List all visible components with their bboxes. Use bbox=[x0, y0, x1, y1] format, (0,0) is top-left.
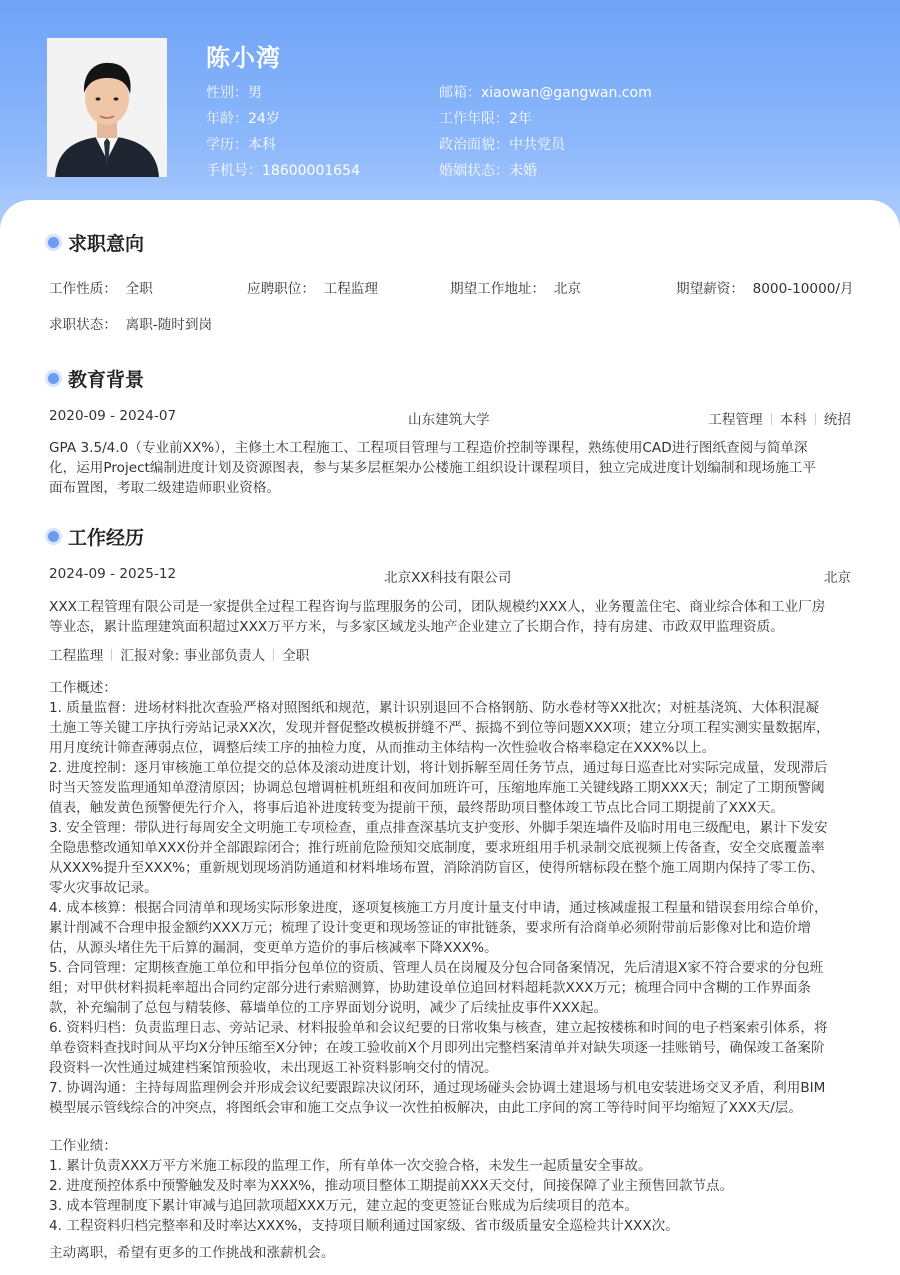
info-value: 男 bbox=[248, 85, 262, 101]
candidate-name: 陈小湾 bbox=[206, 44, 281, 72]
info-phone bbox=[206, 162, 360, 188]
info-gender bbox=[206, 84, 360, 110]
work-company: 北京XX科技有限公司 bbox=[384, 570, 512, 586]
bullet-dot-icon bbox=[48, 373, 59, 384]
info-label: 政治面貌： bbox=[439, 137, 509, 153]
info-value: xiaowan@gangwan.com bbox=[481, 85, 652, 101]
education-meta bbox=[708, 408, 851, 428]
field-label: 求职状态： bbox=[49, 317, 117, 333]
bullet-dot-icon bbox=[48, 237, 59, 248]
info-label: 学历： bbox=[206, 137, 248, 153]
field-value: 全职 bbox=[125, 281, 153, 297]
intent-location bbox=[450, 277, 581, 297]
work-job-type: 全职 bbox=[282, 648, 310, 664]
info-label: 性别： bbox=[206, 85, 248, 101]
intent-salary bbox=[676, 277, 854, 297]
education-period: 2020-09 - 2024-07 bbox=[49, 408, 177, 424]
company-intro: XXX工程管理有限公司是一家提供全过程工程咨询与监理服务的公司，团队规模约XXX人，业务覆盖住宅、商业综合体和工业厂房 等业态，累计监理建筑面积超过XXX万平方米，与多家区域龙头地产企业建立了长期合作，持有房建、市政双甲监理资质。 bbox=[49, 599, 826, 635]
info-email bbox=[439, 84, 652, 110]
intent-status bbox=[49, 313, 212, 333]
bullet-dot-icon bbox=[48, 531, 59, 542]
field-label: 工作性质： bbox=[49, 281, 117, 297]
work-report-to: 汇报对象: 事业部负责人 bbox=[120, 648, 266, 664]
work-role-line bbox=[49, 644, 309, 664]
section-title-text: 教育背景 bbox=[68, 368, 145, 391]
info-value: 18600001654 bbox=[262, 163, 360, 179]
section-title-education bbox=[48, 365, 144, 391]
section-title-text: 工作经历 bbox=[68, 526, 145, 549]
info-value: 未婚 bbox=[509, 163, 537, 179]
basic-info-right bbox=[439, 84, 652, 188]
portrait-image bbox=[47, 38, 167, 177]
work-achievements: 工作业绩： 1. 累计负责XXX万平方米施工标段的监理工作，所有单体一次交验合格，未发生一起质量安全事故。 2. 进度预控体系中预警触发及时率为XXX%，推动项目整体工期提前XXX天交付，间接保障了业主预售回款节点。 3. 成本管理制度下累计审减与追回款项超XXX万元，建立起的变更签证台账成为后续项目的范本。 4. 工程资料归档完整率和及时率达XXX%，支持项目顺利通过国家级、省市级质量安全巡检共计XXX次。 bbox=[49, 1138, 734, 1234]
info-education bbox=[206, 136, 360, 162]
field-value: 8000-10000/月 bbox=[752, 281, 854, 297]
education-degree: 本科 bbox=[779, 412, 807, 428]
work-overview: 工作概述： 1. 质量监督：进场材料批次查验严格对照图纸和规范，累计识别退回不合格钢筋、防水卷材等XX批次；对桩基浇筑、大体积混凝 土施工等关键工序执行旁站记录XX次，发现并督促整改模板拼缝不严、振捣不到位等问题XXX项；建立分项工程实测实量数据库， 用月度统计筛查薄弱点位，调整后续工序的抽检力度，从而推动主体结构一次性验收合格率稳定在XXX%以上。 2. 进度控制：逐月审核施工单位提交的总体及滚动进度计划，将计划拆解至周任务节点，通过每日巡查比对实际完成量，发现滞后 时当天签发监理通知单澄清原因；协调总包增调桩机班组和夜间加班许可，压缩地库施工关键线路工期XXX天；制定了工期预警阈 值表，触发黄色预警便先行介入，将事后追补进度转变为提前干预，最终帮助项目整体竣工节点比合同工期提前了XXX天。 3. 安全管理：带队进行每周安全文明施工专项检查，重点排查深基坑支护变形、外脚手架连墙件及临时用电三级配电，累计下发安 全隐患整改通知单XXX份并全部跟踪闭合；推行班前危险预知交底制度，要求班组用手机录制交底视频上传备查，安全交底覆盖率 从XXX%提升至XXX%；重新规划现场消防通道和材料堆场布置，消除消防盲区，使得所辖标段在整个施工周期内保持了零工伤、 零火灾事故记录。 4. 成本核算：根据合同清单和现场实际形象进度，逐项复核施工方月度计量支付申请，通过核减虚报工程量和错误套用综合单价， 累计削减不合理申报金额约XXX万元；梳理了设计变更和现场签证的审批链条，要求所有洽商单必须附带前后影像对比和造价增 估，从源头堵住先干后算的漏洞，变更单方造价的事后核减率下降XXX%。 5. 合同管理：定期核查施工单位和甲指分包单位的资质、管理人员在岗履及分包合同备案情况，先后清退X家不符合要求的分包班 组；对甲供材料损耗率超出合同约定部分进行索赔测算，协助建设单位追回材料超耗款XXX万元；梳理合同中含糊的工作界面条 款，补充编制了总包与精装修、幕墙单位的工序界面划分说明，减少了后续扯皮事件XXX起。 6. 资料归档：负责监理日志、旁站记录、材料报验单和会议纪要的日常收集与核查，建立起按楼栋和时间的电子档案索引体系，将 单卷资料查找时间从平均X分钟压缩至X分钟；在竣工验收前X个月即列出完整档案清单并对缺失项逐一挂账销号，确保竣工备案阶 段资料一次性通过城建档案馆预验收，未出现返工补资料影响交付的情况。 7. 协调沟通：主持每周监理例会并形成会议纪要跟踪决议闭环，通过现场碰头会协调土建退场与机电安装进场交叉矛盾，利用BIM 模型展示管线综合的冲突点，将图纸会审和施工交点争议一次性拍板解决，由此工序间的窝工等待时间平均缩短了XXX天/层。 bbox=[49, 680, 830, 1116]
profile-photo bbox=[47, 38, 167, 177]
info-marital-status bbox=[439, 162, 652, 188]
field-value: 北京 bbox=[553, 281, 581, 297]
info-work-years bbox=[439, 110, 652, 136]
field-value: 离职-随时到岗 bbox=[125, 317, 213, 333]
work-role: 工程监理 bbox=[49, 648, 104, 664]
divider bbox=[815, 413, 816, 425]
info-value: 中共党员 bbox=[509, 137, 565, 153]
section-title-text: 求职意向 bbox=[68, 232, 145, 255]
work-period: 2024-09 - 2025-12 bbox=[49, 566, 177, 582]
info-value: 24岁 bbox=[248, 111, 280, 127]
education-description: GPA 3.5/4.0（专业前XX%），主修土木工程施工、工程项目管理与工程造价控制等课程，熟练使用CAD进行图纸查阅与简单深 化，运用Project编制进度计划及资源图表，参与某多层框架办公楼施工组织设计课程项目，独立完成进度计划编制和现场施工平 面布置图，考取二级建造师职业资格。 bbox=[49, 440, 816, 496]
work-city: 北京 bbox=[823, 570, 851, 586]
intent-position bbox=[247, 277, 378, 297]
info-value: 2年 bbox=[509, 111, 532, 127]
section-title-work bbox=[48, 523, 144, 549]
leave-reason: 主动离职，希望有更多的工作挑战和涨薪机会。 bbox=[49, 1245, 335, 1261]
info-label: 手机号： bbox=[206, 163, 262, 179]
basic-info-left bbox=[206, 84, 360, 188]
field-label: 应聘职位： bbox=[247, 281, 315, 297]
divider bbox=[771, 413, 772, 425]
info-label: 工作年限： bbox=[439, 111, 509, 127]
education-type: 统招 bbox=[823, 412, 851, 428]
section-title-intent bbox=[48, 229, 144, 255]
info-value: 本科 bbox=[248, 137, 276, 153]
info-age bbox=[206, 110, 360, 136]
divider bbox=[273, 649, 274, 661]
field-value: 工程监理 bbox=[323, 281, 378, 297]
education-school: 山东建筑大学 bbox=[408, 412, 490, 428]
education-major: 工程管理 bbox=[708, 412, 763, 428]
field-label: 期望薪资： bbox=[676, 281, 744, 297]
info-political-status bbox=[439, 136, 652, 162]
info-label: 年龄： bbox=[206, 111, 248, 127]
intent-nature bbox=[49, 277, 153, 297]
info-label: 邮箱： bbox=[439, 85, 481, 101]
field-label: 期望工作地址： bbox=[450, 281, 546, 297]
info-label: 婚姻状态： bbox=[439, 163, 509, 179]
divider bbox=[111, 649, 112, 661]
